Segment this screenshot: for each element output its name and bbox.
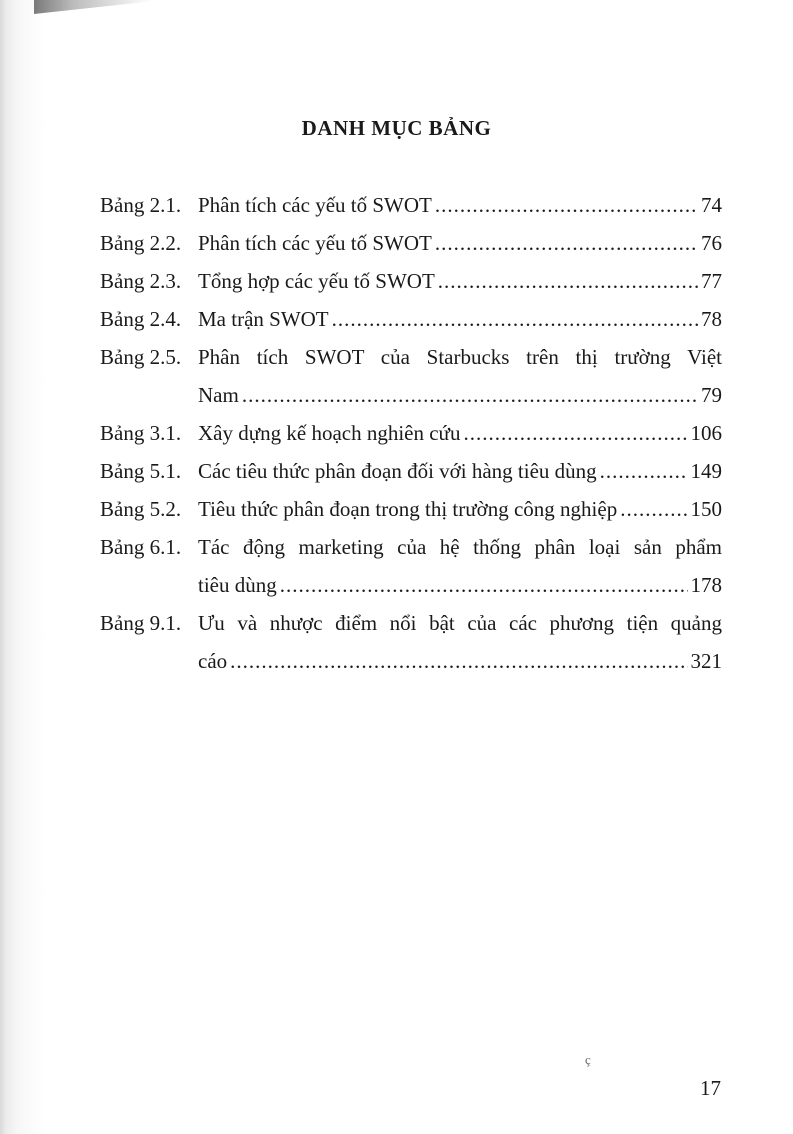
leader-dots: [435, 186, 698, 224]
toc-entry-title-line1: Tác động marketing của hệ thống phân loại sản phẩm: [198, 535, 722, 559]
toc-entry-page: 74: [701, 193, 722, 217]
toc-entry-page: 149: [690, 459, 722, 483]
toc-entry-page: 76: [701, 231, 722, 255]
toc-entry-title: Xây dựng kế hoạch nghiên cứu: [198, 421, 461, 445]
toc-entry-label: Bảng 5.1.: [100, 459, 182, 483]
leader-dots: [230, 642, 687, 680]
toc-entry-title-line1: Ưu và nhược điểm nổi bật của các phương tiện quảng: [198, 611, 722, 635]
toc-entry-page: 77: [701, 269, 722, 293]
toc-entry-label: Bảng 3.1.: [100, 421, 182, 445]
toc-entry-page: 106: [690, 421, 722, 445]
table-of-contents: [100, 186, 722, 680]
leader-dots: [280, 566, 688, 604]
toc-entry-title: cáo: [198, 649, 228, 673]
leader-dots: [463, 414, 687, 452]
page-number: 17: [700, 1076, 721, 1100]
toc-entry-label: Bảng 6.1.: [100, 535, 182, 559]
scan-shadow-left: [0, 0, 46, 1134]
toc-entry[interactable]: [100, 528, 722, 604]
toc-entry-title: Nam: [198, 383, 239, 407]
toc-entry-title: Phân tích các yếu tố SWOT: [198, 231, 432, 255]
toc-entry-page: 178: [690, 573, 722, 597]
toc-entry-title: Phân tích các yếu tố SWOT: [198, 193, 432, 217]
toc-entry-label: Bảng 2.1.: [100, 193, 182, 217]
leader-dots: [242, 376, 698, 414]
ink-speck: ç: [585, 1052, 591, 1067]
toc-entry[interactable]: [100, 300, 722, 338]
toc-entry-label: Bảng 9.1.: [100, 611, 182, 635]
leader-dots: [332, 300, 698, 338]
toc-entry-page: 150: [690, 497, 722, 521]
toc-entry-title-line1: Phân tích SWOT của Starbucks trên thị trường Việt: [198, 345, 722, 369]
toc-entry-label: Bảng 2.5.: [100, 345, 182, 369]
toc-entry-title: tiêu dùng: [198, 573, 277, 597]
toc-entry[interactable]: [100, 186, 722, 224]
toc-entry-title: Các tiêu thức phân đoạn đối với hàng tiêu dùng: [198, 459, 597, 483]
toc-entry-page: 79: [701, 383, 722, 407]
toc-entry-label: Bảng 2.2.: [100, 231, 182, 255]
toc-entry-page: 321: [690, 649, 722, 673]
toc-entry[interactable]: [100, 224, 722, 262]
toc-entry[interactable]: [100, 452, 722, 490]
toc-entry-title: Ma trận SWOT: [198, 307, 329, 331]
toc-entry-label: Bảng 5.2.: [100, 497, 182, 521]
toc-entry-title: Tổng hợp các yếu tố SWOT: [198, 269, 435, 293]
toc-entry[interactable]: [100, 414, 722, 452]
toc-entry[interactable]: [100, 604, 722, 680]
toc-entry-page: 78: [701, 307, 722, 331]
toc-entry-label: Bảng 2.4.: [100, 307, 182, 331]
toc-entry[interactable]: [100, 262, 722, 300]
scan-corner-mark: [34, 0, 154, 14]
leader-dots: [600, 452, 688, 490]
toc-entry-title: Tiêu thức phân đoạn trong thị trường công nghiệp: [198, 497, 618, 521]
leader-dots: [435, 224, 698, 262]
toc-entry-label: Bảng 2.3.: [100, 269, 182, 293]
leader-dots: [620, 490, 687, 528]
toc-entry[interactable]: [100, 490, 722, 528]
leader-dots: [438, 262, 698, 300]
page-title: DANH MỤC BẢNG: [301, 116, 492, 140]
toc-entry[interactable]: [100, 338, 722, 414]
